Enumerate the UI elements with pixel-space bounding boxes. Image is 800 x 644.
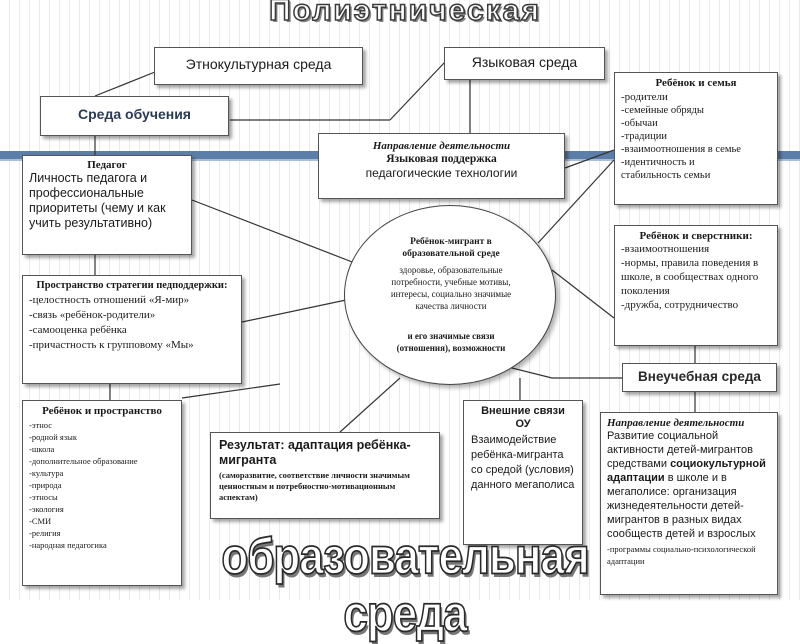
teacher-text: Личность педагога и профессиональные приоритеты (чему и как учить результативно)	[29, 171, 166, 230]
line-strategy-circle	[242, 300, 346, 322]
center-body: здоровье, образовательные потребности, учебные мотивы, интересы, социально значимые качества личности	[390, 265, 512, 311]
title-bottom: образовательная среда	[221, 528, 589, 643]
center-circle	[344, 205, 556, 385]
strategy-item: -причастность к групповому «Мы»	[29, 339, 194, 351]
space-list	[29, 419, 175, 551]
family-heading: Ребёнок и семья	[655, 77, 737, 89]
family-item: -традиции	[621, 131, 667, 142]
box-learning-env	[40, 96, 229, 136]
line-ethno-learning	[95, 72, 155, 96]
peers-list	[621, 242, 771, 312]
family-item: -родители	[621, 91, 668, 103]
space-heading: Ребёнок и пространство	[42, 405, 162, 417]
line-circle-peers	[552, 270, 614, 318]
peers-heading: Ребёнок и сверстники:	[639, 230, 753, 242]
box-direction-right	[600, 412, 778, 595]
box-family	[614, 72, 778, 205]
center-footer: и его значимые связи (отношения), возможности	[396, 331, 506, 353]
result-heading: Результат: адаптация ребёнка-мигранта	[219, 438, 411, 467]
family-list	[621, 91, 771, 182]
line-teacher-circle	[192, 200, 360, 265]
direction-right-text1: Развитие социальной активности детей-мигрантов средствами	[607, 430, 753, 470]
space-item: -родной язык	[29, 432, 77, 442]
line-strategy-space	[182, 384, 280, 398]
peers-item: -взаимоотношения	[621, 243, 710, 255]
box-teacher	[22, 155, 192, 255]
direction-center-line1: Языковая поддержка	[386, 153, 497, 165]
direction-right-heading: Направление деятельности	[607, 417, 745, 429]
direction-right-bold1: социокультурной адаптации	[607, 458, 766, 484]
box-extracurricular	[622, 363, 777, 392]
family-item: -взаимоотношения в семье	[621, 144, 741, 155]
strategy-item: -самооценка ребёнка	[29, 324, 127, 336]
strategy-heading: Пространство стратегии педподдержки:	[36, 280, 228, 291]
learning-env-label: Среда обучения	[78, 106, 191, 122]
space-item: -этнос	[29, 420, 52, 430]
direction-center-line2: педагогические технологии	[365, 166, 518, 180]
box-result	[210, 432, 440, 519]
peers-item: -дружба, сотрудничество	[621, 299, 739, 311]
external-heading: Внешние связи ОУ	[481, 405, 565, 430]
space-item: -культура	[29, 468, 64, 478]
language-env-label: Языковая среда	[471, 54, 578, 70]
space-item: -религия	[29, 528, 61, 538]
space-item: -народная педагогика	[29, 540, 107, 550]
space-item: -природа	[29, 480, 62, 490]
direction-center-heading: Направление деятельности	[372, 140, 511, 152]
line-circle-result	[340, 378, 400, 432]
result-note: (саморазвитие, соответствие личности значимым ценностным и потребностно-мотивационным аспектам)	[219, 470, 410, 502]
external-text: Взаимодействие ребёнка-мигранта со средой (условия) данного мегаполиса	[471, 434, 575, 491]
line-lang-direction	[390, 62, 445, 120]
box-strategy	[22, 275, 242, 384]
space-item: -школа	[29, 444, 55, 454]
extracurricular-label: Внеучебная среда	[638, 369, 761, 384]
box-peers	[614, 225, 778, 346]
family-item: стабильность семьи	[621, 170, 711, 181]
space-item: -этносы	[29, 492, 58, 502]
box-ethnocultural	[154, 47, 363, 85]
teacher-heading: Педагог	[87, 159, 127, 171]
box-space	[22, 400, 182, 586]
ethnocultural-label: Этнокультурная среда	[185, 56, 332, 72]
direction-right-text2: в школе и в мегаполисе: организация жизнедеятельности детей-мигрантов в разных видах сообществ детей и взрослых	[607, 472, 756, 540]
line-direction-family	[565, 150, 614, 168]
space-item: -дополнительное образование	[29, 456, 138, 466]
title-top: Полиэтническая	[269, 0, 541, 27]
box-direction-center	[318, 133, 565, 199]
strategy-item: -целостность отношений «Я-мир»	[29, 294, 190, 306]
family-item: -идентичность и	[621, 157, 695, 168]
box-external	[463, 400, 583, 545]
peers-item: -нормы, правила поведения в школе, в сообществах одного поколения	[621, 257, 759, 297]
strategy-list	[29, 293, 235, 353]
space-item: -экология	[29, 504, 64, 514]
space-item: -СМИ	[29, 516, 52, 526]
center-heading: Ребёнок-мигрант в образовательной среде	[402, 237, 500, 259]
family-item: -семейные обряды	[621, 105, 704, 116]
box-language-env	[444, 47, 605, 80]
direction-right-note: -программы социально-психологической адаптации	[607, 544, 756, 566]
strategy-item: -связь «ребёнок-родители»	[29, 309, 156, 321]
direction-right-text	[607, 429, 771, 541]
family-item: -обычаи	[621, 118, 658, 129]
